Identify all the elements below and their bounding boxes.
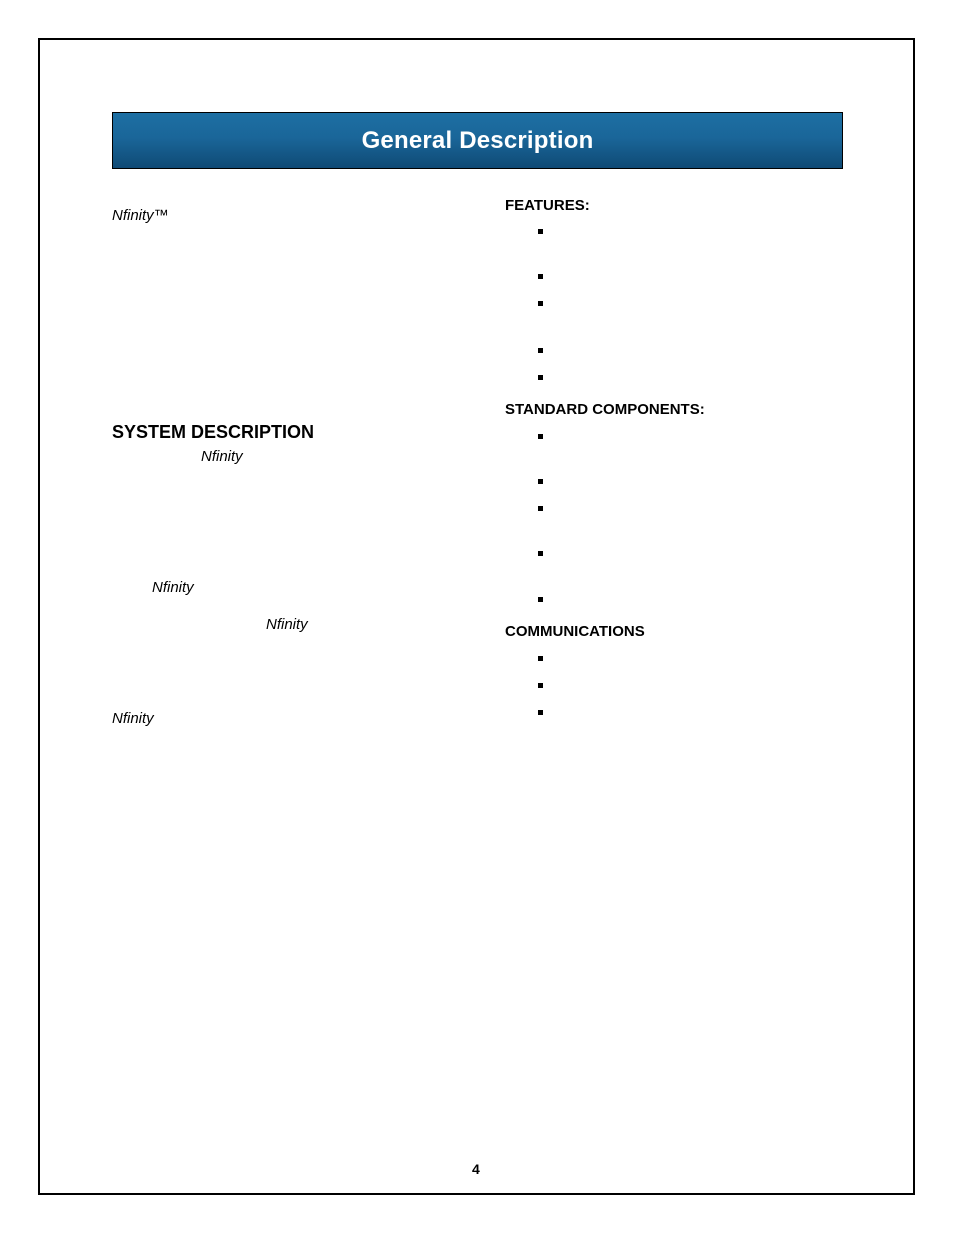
title-banner [112,112,843,169]
communications-bullet [538,710,543,715]
standard-components-bullet [538,597,543,602]
page-border [38,38,915,1195]
page-title: General Description [361,126,594,154]
features-heading: FEATURES: [505,197,590,214]
system-description-heading: SYSTEM DESCRIPTION [112,422,315,442]
product-mention-4: Nfinity [112,710,154,727]
product-mention-2: Nfinity [152,579,194,596]
features-bullet [538,274,543,279]
features-bullet [538,301,543,306]
standard-components-bullet [538,434,543,439]
features-bullet [538,348,543,353]
communications-bullet [538,683,543,688]
communications-bullet [538,656,543,661]
standard-components-bullet [538,479,543,484]
standard-components-bullet [538,506,543,511]
standard-components-heading: STANDARD COMPONENTS: [505,401,705,418]
page-number: 4 [472,1161,480,1177]
intro-product-name: Nfinity™ [112,207,169,224]
communications-heading: COMMUNICATIONS [505,623,645,640]
product-mention-1: Nfinity [201,448,243,465]
features-bullet [538,229,543,234]
features-bullet [538,375,543,380]
product-mention-3: Nfinity [266,616,308,633]
standard-components-bullet [538,551,543,556]
